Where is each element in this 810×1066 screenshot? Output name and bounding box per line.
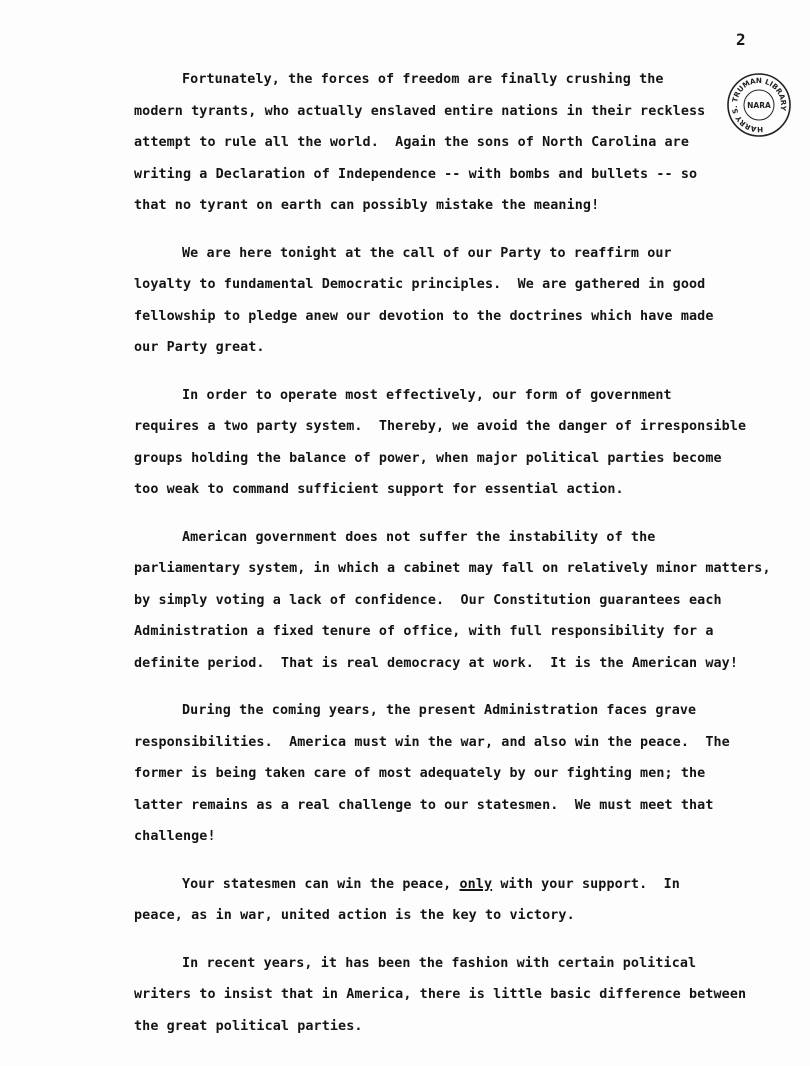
paragraph-4 <box>134 522 774 680</box>
text-line: Administration a fixed tenure of office, with full responsibility for a <box>134 624 714 639</box>
text-line: American government does not suffer the instability of the <box>182 529 656 545</box>
paragraph-1 <box>134 64 774 222</box>
text-line: former is being taken care of most adequately by our fighting men; the <box>134 766 706 781</box>
text-line: We are here tonight at the call of our Party to reaffirm our <box>182 245 672 261</box>
text-line: our Party great. <box>134 340 265 355</box>
paragraph-3 <box>134 380 774 506</box>
page-number: 2 <box>736 30 746 49</box>
text-segment: with your support. In <box>492 876 680 892</box>
text-line: parliamentary system, in which a cabinet may fall on relatively minor matters, <box>134 561 771 576</box>
text-segment: Your statesmen can win the peace, <box>182 876 460 892</box>
text-line: modern tyrants, who actually enslaved entire nations in their reckless <box>134 103 706 119</box>
paragraph-6 <box>134 869 774 932</box>
paragraph-7 <box>134 948 774 1043</box>
speech-text <box>134 64 774 1042</box>
stamp-ring-text: HARRY S. TRUMAN LIBRARY <box>729 75 789 135</box>
text-line: the great political parties. <box>134 1018 363 1034</box>
text-line: attempt to rule all the world. Again the sons of North Carolina are <box>134 135 690 150</box>
text-line: definite period. That is real democracy at work. It is the American way! <box>134 655 738 671</box>
text-line: fellowship to pledge anew our devotion to the doctrines which have made <box>134 308 714 324</box>
text-line: loyalty to fundamental Democratic principles. We are gathered in good <box>134 277 706 292</box>
text-line: too weak to command sufficient support for essential action. <box>134 482 624 497</box>
text-line: writers to insist that in America, there is little basic difference between <box>134 987 747 1002</box>
text-line: responsibilities. America must win the war, and also win the peace. The <box>134 734 730 750</box>
text-line <box>134 869 774 901</box>
text-line: Fortunately, the forces of freedom are finally crushing the <box>182 72 664 87</box>
text-line: In order to operate most effectively, our form of government <box>182 387 672 403</box>
text-line: that no tyrant on earth can possibly mistake the meaning! <box>134 198 600 213</box>
paragraph-5 <box>134 695 774 853</box>
text-line: requires a two party system. Thereby, we avoid the danger of irresponsible <box>134 419 747 434</box>
text-line: latter remains as a real challenge to our statesmen. We must meet that <box>134 797 714 813</box>
underlined-word: only <box>459 876 493 892</box>
paragraph-2 <box>134 238 774 364</box>
text-line: During the coming years, the present Administration faces grave <box>182 703 697 718</box>
text-line: In recent years, it has been the fashion with certain political <box>182 955 697 971</box>
text-line: groups holding the balance of power, when major political parties become <box>134 450 722 466</box>
stamp-center-text: NARA <box>747 101 771 110</box>
text-line: writing a Declaration of Independence -- with bombs and bullets -- so <box>134 166 698 182</box>
text-line: peace, as in war, united action is the key to victory. <box>134 908 575 923</box>
text-line: by simply voting a lack of confidence. Our Constitution guarantees each <box>134 592 722 608</box>
text-line: challenge! <box>134 829 216 844</box>
